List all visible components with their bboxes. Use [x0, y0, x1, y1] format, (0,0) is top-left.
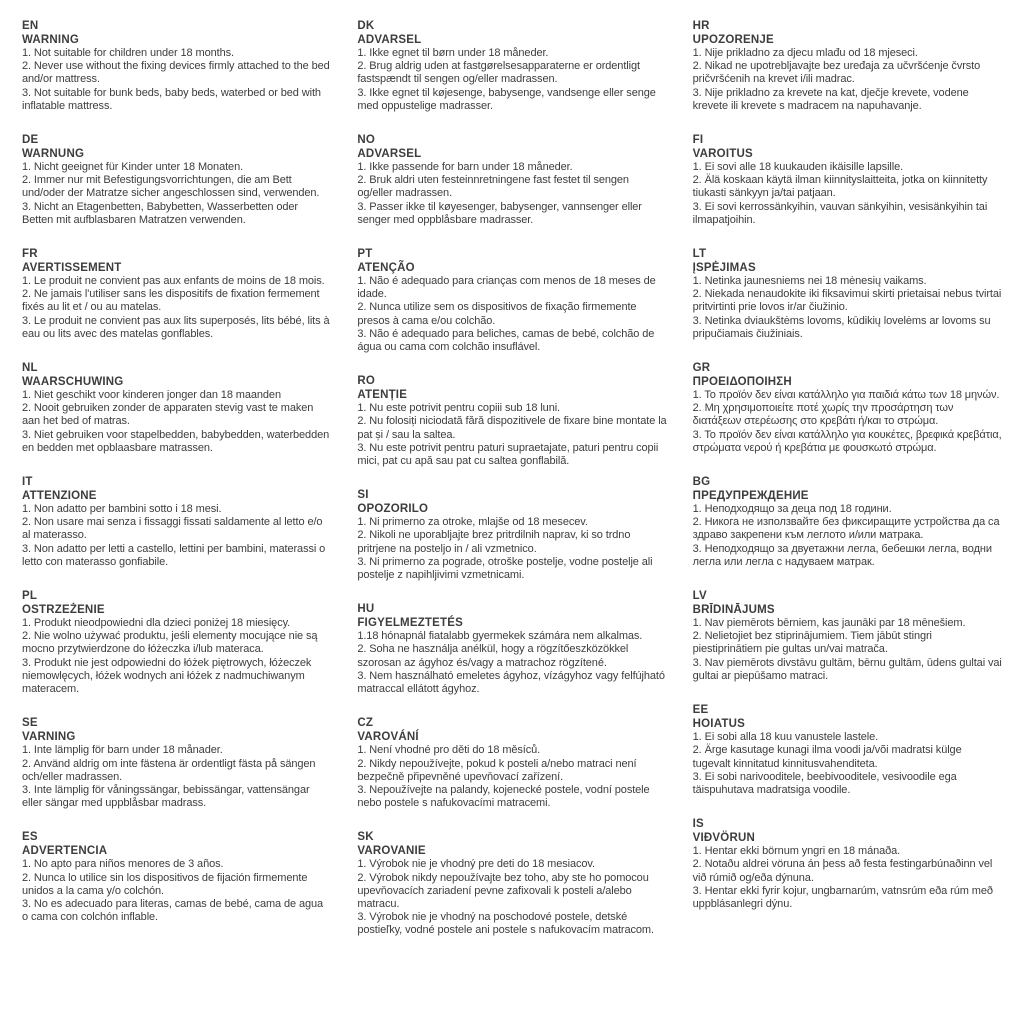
warning-item: 1. Výrobok nie je vhodný pre deti do 18 mesiacov. — [357, 858, 595, 871]
language-code: HU — [357, 603, 375, 616]
language-code: NL — [22, 362, 38, 375]
warning-item: 3. Hentar ekki fyrir kojur, ungbarnarúm, vatnsrúm eða rúm með uppblásanlegri dýnu. — [692, 884, 993, 910]
warning-item: 2. Nikoli ne uporabljajte brez pritrdilnih naprav, ki so trdno pritrjene na posteljo in / ali vzmetnico. — [357, 529, 631, 555]
warning-section-pt — [357, 248, 666, 354]
language-code: GR — [692, 362, 711, 375]
warning-item: 2. Notaðu aldrei vöruna án þess að festa festingarbúnaðinn vel við rúmið og/eða dýnuna. — [692, 858, 993, 884]
warning-section-fr — [22, 248, 331, 341]
warning-item: 2. Nunca lo utilice sin los dispositivos de fijación firmemente unidos a la cama y/o colchón. — [22, 871, 308, 897]
warning-item: 1. Le produit ne convient pas aux enfants de moins de 18 mois. — [22, 275, 325, 288]
warning-item: 1. Ikke egnet til børn under 18 måneder. — [357, 47, 549, 59]
warning-item: 3. Le produit ne convient pas aux lits superposés, lits bébé, lits à eau ou lits avec des matelas gonflables. — [22, 314, 330, 340]
warning-section-fi — [693, 134, 1002, 227]
warning-heading: ATENÇÃO — [357, 261, 415, 274]
language-code: EN — [22, 20, 39, 32]
warning-item: 1. Ei sobi alla 18 kuu vanustele lastele. — [692, 731, 879, 744]
warning-section-ro — [357, 375, 666, 468]
warning-item: 3. Ikke egnet til køjesenge, babysenge, vandsenge eller senge med oppustelige madrasser. — [357, 86, 656, 112]
warning-section-en — [22, 20, 331, 113]
warning-heading: FIGYELMEZTETÉS — [357, 616, 463, 629]
warning-item: 1. Ni primerno za otroke, mlajše od 18 mesecev. — [357, 516, 588, 529]
language-code: LT — [692, 248, 707, 261]
warning-heading: ПРЕДУПРЕЖДЕНИЕ — [692, 489, 809, 502]
warning-item: 2. Nikad ne upotrebljavajte bez uređaja za učvršćenje čvrsto pričvršćenih na krevet i/ili madrac. — [692, 60, 981, 86]
warning-item: 3. Netinka dviaukštėms lovoms, kūdikių lovelėms ar lovoms su pripučiamais čiužiniais. — [692, 314, 991, 340]
language-code: BG — [692, 476, 711, 489]
warning-heading: AVERTISSEMENT — [22, 261, 122, 274]
warning-item: 1. Hentar ekki börnum yngri en 18 mánaða. — [692, 845, 901, 858]
language-code: DE — [22, 134, 39, 147]
warning-heading: WARNUNG — [22, 147, 85, 160]
warning-item: 2. Nooit gebruiken zonder de apparaten stevig vast te maken aan het bed of matras. — [22, 402, 314, 428]
warning-item: 2. Ärge kasutage kunagi ilma voodi ja/või madratsi külge tugevalt kinnitatud kinnitusvahenditeta. — [692, 744, 962, 770]
warning-section-nl — [22, 362, 331, 455]
language-code: FI — [692, 134, 704, 147]
warning-heading: ATTENZIONE — [22, 489, 97, 502]
warning-item: 3. Nepoužívejte na palandy, kojenecké postele, vodní postele nebo postele s nafukovacími matracemi. — [357, 783, 650, 810]
warning-heading: OPOZORILO — [357, 502, 429, 515]
warning-item: 1. Το προϊόν δεν είναι κατάλληλο για παιδιά κάτω των 18 μηνών. — [692, 389, 1000, 402]
warning-section-lt — [693, 248, 1002, 341]
warning-heading: ΠΡΟΕΙΔΟΠΟΙΗΣΗ — [692, 375, 792, 388]
warning-item: 1. Não é adequado para crianças com menos de 18 meses de idade. — [357, 275, 656, 301]
warning-heading: HOIATUS — [692, 717, 745, 730]
warning-heading: WAARSCHUWING — [22, 375, 124, 388]
column-1 — [22, 20, 331, 959]
warning-item: 2. Nie wolno używać produktu, jeśli elementy mocujące nie są mocno przytwierdzone do łóżeczka i/lub materaca. — [22, 630, 318, 656]
warning-item: 3. Inte lämplig för våningssängar, bebissängar, vattensängar eller sängar med uppblåsbar madrass. — [22, 783, 310, 810]
warning-item: 2. Nu folosiți niciodată fără dispozitivele de fixare bine montate la pat și / sau la saltea. — [357, 415, 667, 441]
warning-section-se — [22, 717, 331, 810]
warning-heading: VAROVANIE — [357, 844, 426, 857]
warning-item: 3. Výrobok nie je vhodný na poschodové postele, detské postieľky, vodné postele ani postele s nafukovacím matracom. — [357, 911, 654, 937]
warning-item: 3. Nav piemērots divstāvu gultām, bērnu gultām, ūdens gultai vai gultai ar piepūšamo matraci. — [692, 656, 1002, 682]
warning-item: 1. Not suitable for children under 18 months. — [22, 47, 234, 59]
warning-section-lv — [693, 590, 1002, 683]
warning-item: 3. Ni primerno za pograde, otroške postelje, vodne postelje ali postelje z napihljivimi vzmetnicami. — [357, 555, 653, 582]
warning-item: 2. Brug aldrig uden at fastgørelsesapparaterne er ordentligt fastspændt til sengen og/eller madrassen. — [357, 60, 640, 86]
warning-item: 1. Inte lämplig för barn under 18 månader. — [22, 744, 223, 757]
warning-item: 2. Nikdy nepoužívejte, pokud k posteli a/nebo matraci není bezpečně připevněné upevňovací zařízení. — [357, 757, 637, 783]
language-code: SI — [357, 489, 369, 502]
warning-heading: UPOZORENJE — [692, 33, 774, 46]
warning-heading: VAROVÁNÍ — [357, 730, 419, 743]
warning-item: 1. Nav piemērots bērniem, kas jaunāki par 18 mēnešiem. — [692, 617, 966, 630]
warning-section-bg — [693, 476, 1002, 569]
warning-item: 3. Passer ikke til køyesenger, babysenger, vannsenger eller senger med oppblåsbare madrasser. — [357, 200, 642, 226]
warning-heading: ĮSPĖJIMAS — [692, 261, 756, 274]
warning-item: 1. Nu este potrivit pentru copiii sub 18 luni. — [357, 402, 561, 415]
warning-section-cz — [357, 717, 666, 810]
warning-item: 3. Nu este potrivit pentru paturi supraetajate, paturi pentru copii mici, pat cu apă sau pat cu saltea gonflabilă. — [357, 441, 659, 468]
warning-item: 1. Неподходящо за деца под 18 години. — [692, 503, 892, 516]
language-code: EE — [692, 704, 709, 717]
warning-item: 1. No apto para niños menores de 3 años. — [22, 858, 224, 871]
warning-section-de — [22, 134, 331, 227]
language-code: HR — [692, 20, 710, 32]
warning-item: 2. Ne jamais l'utiliser sans les dispositifs de fixation fermement fixés au lit et / ou au matelas. — [22, 288, 320, 314]
language-code: ES — [22, 831, 38, 844]
warning-section-es — [22, 831, 331, 924]
warning-item: 2. Výrobok nikdy nepoužívajte bez toho, aby ste ho pomocou upevňovacích zariadení pevne zafixovali k posteli a/alebo matracu. — [357, 871, 649, 910]
language-code: IS — [692, 818, 704, 831]
language-code: SK — [357, 831, 374, 844]
warning-heading: ADVARSEL — [357, 147, 422, 160]
warning-heading: OSTRZEŻENIE — [22, 603, 105, 616]
warning-heading: ADVARSEL — [357, 33, 422, 46]
warning-item: 2. Bruk aldri uten festeinnretningene fast festet til sengen og/eller madrassen. — [357, 174, 629, 200]
language-code: DK — [357, 20, 375, 32]
warning-item: 3. Το προϊόν δεν είναι κατάλληλο για κουκέτες, βρεφικά κρεβάτια, στρώματα νερού ή κρεβάτια με φουσκωτό στρώμα. — [692, 428, 1002, 454]
language-code: NO — [357, 134, 375, 147]
warning-item: 2. Никога не използвайте без фиксиращите устройства да са здраво закрепени към леглото и/или матрака. — [692, 516, 1000, 542]
warning-section-pl — [22, 590, 331, 696]
warning-item: 2. Non usare mai senza i fissaggi fissati saldamente al letto e/o al materasso. — [22, 516, 323, 542]
language-code: PT — [357, 248, 373, 261]
warning-item: 2. Nunca utilize sem os dispositivos de fixação firmemente presos à cama e/ou colchão. — [357, 301, 637, 327]
warning-heading: ADVERTENCIA — [22, 844, 108, 857]
warning-item: 2. Soha ne használja anélkül, hogy a rögzítőeszközökkel szorosan az ágyhoz és/vagy a matrachoz rögzítené. — [357, 643, 629, 669]
warning-item: 1. Nicht geeignet für Kinder unter 18 Monaten. — [22, 161, 244, 174]
column-3 — [693, 20, 1002, 959]
warning-section-gr — [693, 362, 1002, 455]
warning-item: 2. Niekada nenaudokite iki fiksavimui skirti prietaisai nebus tvirtai pritvirtinti prie lovos ir/ar čiužinio. — [692, 288, 1002, 314]
language-code: FR — [22, 248, 38, 261]
language-code: CZ — [357, 717, 374, 730]
warning-item: 1. Netinka jaunesniems nei 18 mėnesių vaikams. — [692, 275, 927, 288]
warning-item: 3. Ei sobi narivooditele, beebivooditele, vesivoodile ega täispuhutava madratsiga voodile. — [692, 770, 957, 796]
warning-section-hu — [357, 603, 666, 696]
warning-heading: VIÐVÖRUN — [692, 831, 755, 844]
warning-item: 1. Produkt nieodpowiedni dla dzieci poniżej 18 miesięcy. — [22, 617, 291, 630]
warning-item: 3. Nije prikladno za krevete na kat, dječje krevete, vodene krevete ili krevete s madracem na napuhavanje. — [692, 86, 969, 112]
warning-section-is — [693, 818, 1002, 911]
language-code: PL — [22, 590, 38, 603]
warning-item: 2. Nelietojiet bez stiprinājumiem. Tiem jābūt stingri piestiprinātiem pie gultas un/vai matrača. — [692, 630, 932, 656]
warning-item: 1. Non adatto per bambini sotto i 18 mesi. — [22, 503, 222, 516]
language-code: RO — [357, 375, 375, 388]
warning-item: 3. Não é adequado para beliches, camas de bebé, colchão de água ou cama com colchão insuflável. — [357, 327, 655, 354]
warning-item: 1. Niet geschikt voor kinderen jonger dan 18 maanden — [22, 389, 281, 402]
warning-section-hr — [693, 20, 1002, 113]
language-code: SE — [22, 717, 38, 730]
warning-item: 2. Immer nur mit Befestigungsvorrichtungen, die am Bett und/oder der Matratze sicher angeschlossen sind, verwenden. — [22, 174, 320, 200]
warning-item: 2. Använd aldrig om inte fästena är ordentligt fästa på sängen och/eller madrassen. — [22, 757, 316, 783]
warning-heading: VAROITUS — [692, 147, 753, 160]
warning-section-ee — [693, 704, 1002, 797]
warning-item: 3. Not suitable for bunk beds, baby beds, waterbed or bed with inflatable mattress. — [22, 86, 321, 112]
warning-item: 3. Niet gebruiken voor stapelbedden, babybedden, waterbedden en bedden met opblaasbare matrassen. — [22, 428, 330, 454]
language-code: IT — [22, 476, 33, 489]
warning-section-si — [357, 489, 666, 582]
warning-item: 3. Nicht an Etagenbetten, Babybetten, Wasserbetten oder Betten mit aufblasbaren Matratzen verwenden. — [22, 200, 298, 226]
warning-item: 2. Μη χρησιμοποιείτε ποτέ χωρίς την προσάρτηση των διατάξεων στερέωσης στο κρεβάτι ή/και το στρώμα. — [692, 402, 954, 428]
warning-heading: WARNING — [22, 33, 79, 46]
warning-heading: VARNING — [22, 730, 76, 743]
warning-item: 1. Nije prikladno za djecu mlađu od 18 mjeseci. — [692, 47, 918, 59]
warning-item: 3. Nem használható emeletes ágyhoz, vízágyhoz vagy felfújható matraccal ellátott ágyhoz. — [357, 669, 665, 696]
language-code: LV — [692, 590, 707, 603]
warning-item: 3. Produkt nie jest odpowiedni do łóżek piętrowych, łóżeczek niemowlęcych, łóżek wodnych ani łóżek z nadmuchiwanym materacem. — [22, 656, 312, 696]
warning-item: 3. Неподходящо за двуетажни легла, бебешки легла, водни легла или легла с надуваем матрак. — [692, 542, 992, 568]
warning-section-dk — [357, 20, 666, 113]
warning-section-it — [22, 476, 331, 569]
warning-item: 1. Není vhodné pro děti do 18 měsíců. — [357, 744, 541, 757]
warning-item: 1.18 hónapnál fiatalabb gyermekek számára nem alkalmas. — [357, 630, 643, 643]
warning-item: 1. Ei sovi alle 18 kuukauden ikäisille lapsille. — [692, 161, 904, 174]
warning-item: 3. Non adatto per letti a castello, lettini per bambini, materassi o letto con materasso gonfiabile. — [22, 542, 326, 568]
column-2 — [357, 20, 666, 959]
warning-section-sk — [357, 831, 666, 937]
warning-section-no — [357, 134, 666, 227]
warning-item: 2. Älä koskaan käytä ilman kiinnityslaitteita, jotka on kiinnitetty tiukasti sänkyyn ja/tai patjaan. — [692, 174, 988, 200]
warning-item: 3. Ei sovi kerrossänkyihin, vauvan sänkyihin, vesisänkyihin tai ilmapatjoihin. — [692, 200, 988, 226]
warning-heading: BRĪDINĀJUMS — [692, 603, 775, 616]
warning-item: 1. Ikke passende for barn under 18 måneder. — [357, 161, 573, 174]
warning-item: 2. Never use without the fixing devices firmly attached to the bed and/or mattress. — [22, 60, 330, 86]
warning-heading: ATENȚIE — [357, 388, 408, 401]
warning-item: 3. No es adecuado para literas, camas de bebé, cama de agua o cama con colchón inflable. — [22, 897, 324, 924]
